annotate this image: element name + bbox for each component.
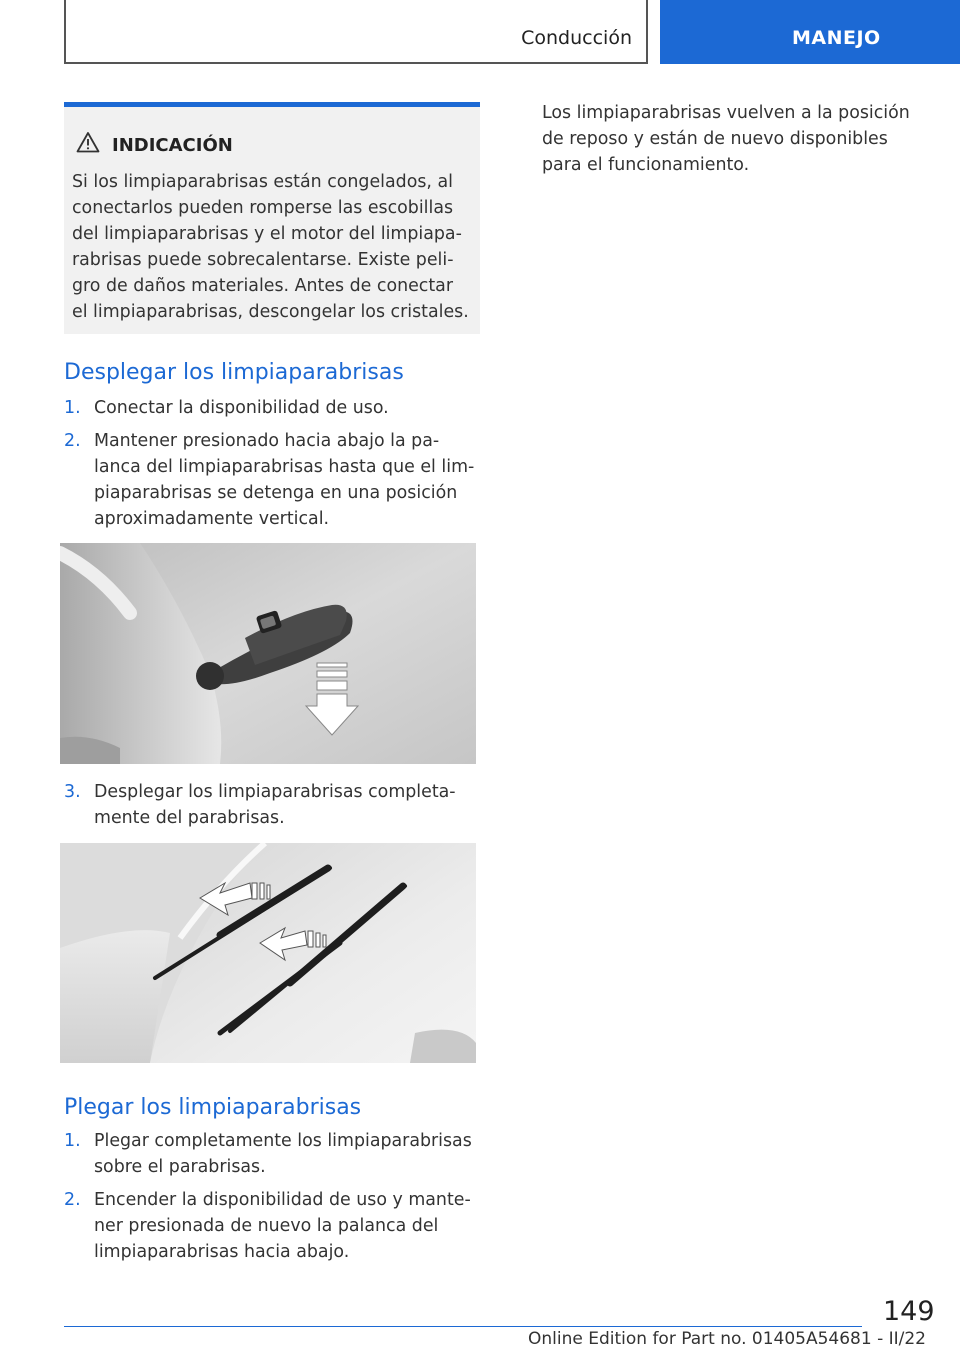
header-section-label: Conducción bbox=[521, 27, 632, 49]
wiper-lever-illustration bbox=[60, 543, 476, 764]
warning-triangle-icon bbox=[76, 131, 100, 153]
section-title-fold: Plegar los limpiaparabrisas bbox=[64, 1095, 362, 1120]
warning-title: INDICACIÓN bbox=[112, 135, 233, 156]
footer-edition-text: Online Edition for Part no. 01405A54681 - II/22 bbox=[527, 1329, 926, 1349]
section-title-deploy: Desplegar los limpiaparabrisas bbox=[64, 360, 404, 385]
header-chapter-tab bbox=[660, 0, 960, 64]
warning-box bbox=[64, 102, 480, 334]
footer-divider bbox=[64, 1326, 862, 1327]
warning-text: Si los limpiaparabrisas están congelados, al conectarlos pueden romperse las escobillas del limpiaparabrisas y el motor del limpiapa‐ rabrisas puede sobrecalentarse. Existe peli‐ gro de daños materiales. Antes de conectar el limpiaparabrisas, descongelar los cristales. bbox=[72, 172, 469, 322]
page-number: 149 bbox=[883, 1296, 935, 1327]
right-column-text: Los limpiaparabrisas vuelven a la posición de reposo y están de nuevo disponibles para el funcionamiento. bbox=[542, 103, 910, 175]
windshield-wipers-illustration bbox=[60, 843, 476, 1063]
photo-windshield-wipers bbox=[60, 843, 476, 1063]
photo-wiper-lever bbox=[60, 543, 476, 764]
header-chapter-label: MANEJO bbox=[792, 27, 881, 49]
header-section-tab bbox=[64, 0, 648, 64]
